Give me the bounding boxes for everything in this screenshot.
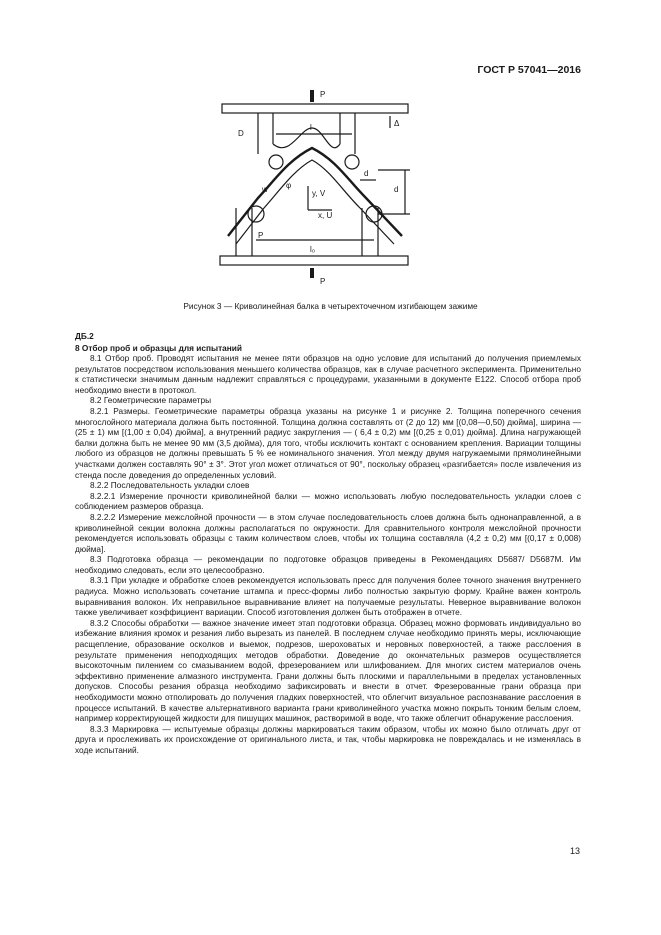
paragraph-8-3-2: 8.3.2 Способы обработки — важное значение имеет этап подготовки образца. Образец можно формовать индивидуально во избежание влияния кромок и резания либо вырезать из панелей. В последнем случае необходимо принять меры, исключающие расщепление, образование осколков и выемок, подрезов, шероховатых и неровных поверхностей, а также расслоения в результате применения неподходящих методов обработки. Доведение до окончательных размеров осуществляется высокоточным пилением со смазыванием водой, фрезерованием или шлифованием. Для многих систем материалов очень эффективно применение алмазного инструмента. Грани должны быть плоскими и параллельными в пределах установленных допусков. Способы резания образца необходимо зафиксировать и внести в отчет. Фрезерованные грани образца при необходимости можно отполировать до получения гладких поверхностей, что облегчит визуальное распознавание расслоения в процессе испытаний. В качестве альтернативного варианта грани криволинейного участка можно покрыть тонким белым слоем, например корректирующей жидкости для пишущих машинок, растворимой в воде, что также облегчит обнаружение расслоения. — [75, 617, 581, 724]
top-right-roller — [345, 155, 359, 169]
label-w: w — [262, 185, 268, 194]
paragraph-8-3-3: 8.3.3 Маркировка — испытуемые образцы должны маркироваться таким образом, чтобы их можно было отличать друг от друга и прослеживать их происхождение от оригинального листа, и так, чтобы маркировка не повреждалась и не изменялась в ходе испытаний. — [75, 723, 581, 755]
label-d: D — [238, 129, 244, 138]
paragraph-8-2-2-2: 8.2.2.2 Измерение межслойной прочности — в этом случае последовательность слоев должна быть однонаправленной, а в криволинейной секции волокна должны располагаться по окружности. Для сравнительного контроля межслойной прочности рекомендуется использовать образцы с таким количеством слоев, чтобы их толщина составляла (4,2 ± 0,2) мм [(0,17 ± 0,008) дюйма]. — [75, 511, 581, 554]
label-force-top: P — [320, 90, 326, 99]
bottom-left-roller — [248, 206, 264, 222]
label-x-axis: x, U — [318, 211, 333, 220]
top-fixture-arch — [273, 128, 340, 148]
bottom-support-bar — [220, 256, 408, 265]
paragraph-8-3: 8.3 Подготовка образца — рекомендации по подготовке образцов приведены в Рекомендациях D5687/ D5687M. Им необходимо следовать, если это целесообразно. — [75, 554, 581, 575]
label-y-axis: y, V — [312, 189, 326, 198]
body-text — [75, 353, 581, 756]
curved-beam-figure — [200, 88, 430, 288]
paragraph-8-2-2-1: 8.2.2.1 Измерение прочности криволинейной балки — можно использовать любую последовательность укладки слоев с соблюдением размеров образца. — [75, 490, 581, 512]
top-loading-bar — [222, 104, 408, 113]
paragraph-8-1: 8.1 Отбор проб. Проводят испытания не менее пяти образцов на одно условие для испытаний до получения приемлемых результатов посредством использования меньшего количества образцов, как в случае расчетного эксперимента. Применительно к статистически значимым данным надлежит справляться с процедурами, указанными в документе E122. Способ отбора проб необходимо внести в протокол. — [75, 353, 581, 395]
section-title: 8 Отбор проб и образцы для испытаний — [75, 343, 242, 353]
paragraph-8-2-2: 8.2.2 Последовательность укладки слоев — [90, 480, 250, 491]
label-pb: P — [258, 231, 264, 240]
label-dx: d — [364, 169, 369, 178]
section-code: ДБ.2 — [75, 331, 94, 341]
page-number: 13 — [569, 846, 580, 856]
label-phi: φ — [286, 181, 292, 190]
paragraph-8-2-1: 8.2.1 Размеры. Геометрические параметры образца указаны на рисунке 1 и рисунке 2. Толщина поперечного сечения многослойного материала должна быть постоянной. Толщина должна составлять от (2 до 12) мм [(0,08—0,50) дюйма], ширина — (25 ± 1) мм [(1,00 ± 0,04) дюйма], а внутренний радиус закругления — ( 6,4 ± 0,2) мм [(0,25 ± 0,01) дюйма]. Длина нагружающей балки должна быть не менее 90 мм (3,5 дюйма), для того, чтобы исключить контакт с основанием крепления. Вариации толщины любого из образцов не должны превышать 5 % ее номинального значения. Угол между двумя нагружаемыми прямолинейными участками должен составлять 90° ± 3°. Этот угол может отличаться от 90°, поскольку образец «разгибается» после извлечения из стенда после доведения до определенных условий. — [75, 405, 581, 480]
figure-caption: Рисунок 3 — Криволинейная балка в четырехточечном изгибающем зажиме — [183, 301, 478, 311]
top-left-roller — [269, 155, 283, 169]
curved-beam-diagram — [200, 88, 430, 288]
paragraph-8-2: 8.2 Геометрические параметры — [90, 395, 212, 406]
document-header: ГОСТ Р 57041—2016 — [477, 64, 581, 76]
label-dy: d — [394, 185, 399, 194]
label-force-bottom: P — [320, 277, 326, 286]
paragraph-8-3-1: 8.3.1 При укладке и обработке слоев рекомендуется использовать пресс для получения более точного значения внутреннего радиуса. Можно использовать сочетание штампа и пресс-формы либо полностью закрытую форму. Крайне важен контроль выравнивания волокон. Их неправильное выравнивание влияет на получаемые результаты. Неверное выравнивание волокон также увеличивает коэффициент вариации. Способ изготовления должен быть отображен в отчете. — [75, 575, 581, 618]
label-delta: Δ — [394, 119, 400, 128]
label-l0: l₀ — [310, 245, 316, 254]
label-l: l — [310, 123, 312, 132]
